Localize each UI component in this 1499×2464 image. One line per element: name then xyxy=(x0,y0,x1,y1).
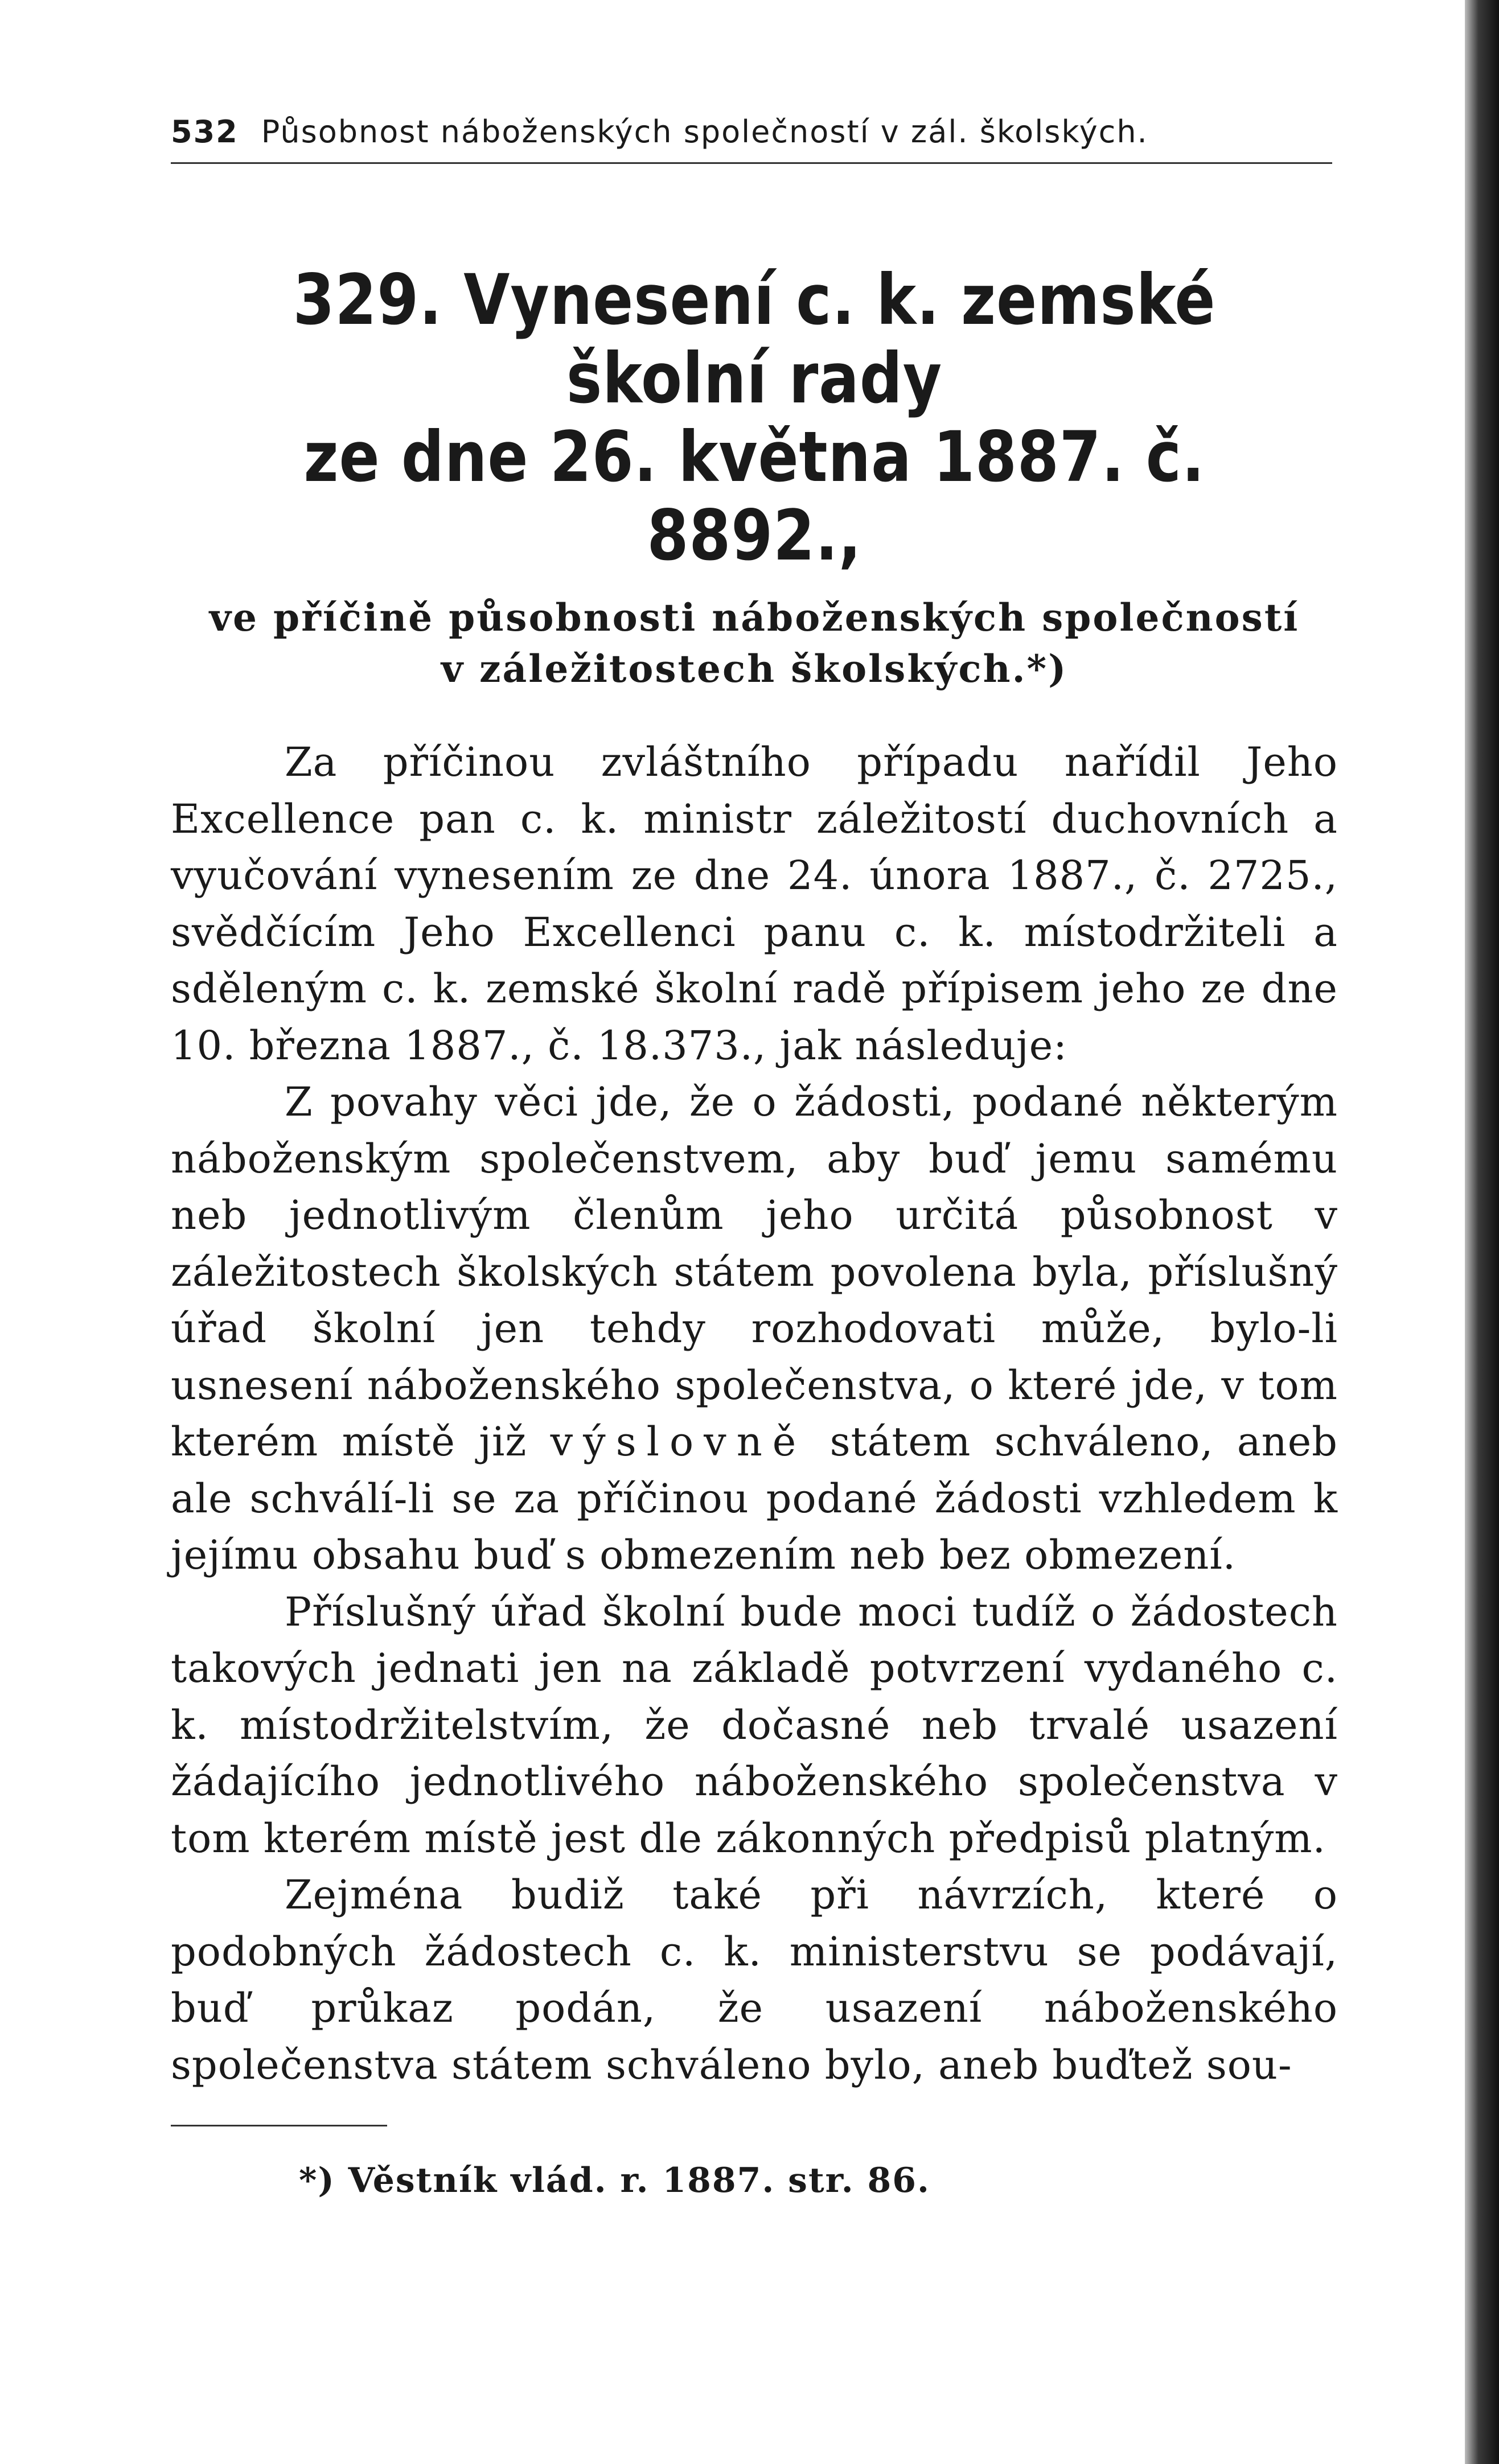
document-subtitle xyxy=(171,592,1338,694)
emphasis-word: výslovně xyxy=(550,1418,807,1465)
paragraph-2-part-a: Z povahy věci jde, že o žádosti, podané některým náboženským společenstvem, aby buď jemu samému neb jednotlivým členům jeho určitá působnost v záležitostech školských státem povolena byla, příslušný úřad školní jen tehdy rozhodovati může, bylo-li usnesení náboženského společenstva, o které jde, v tom kterém místě již xyxy=(171,1079,1338,1465)
paragraph-3: Příslušný úřad školní bude moci tudíž o žádostech takových jednati jen na základě potvrzení vydaného c. k. místodržitelstvím, že dočasné neb trvalé usazení žádajícího jednotlivého náboženského společenstva v tom kterém místě jest dle zákonných předpisů platným. xyxy=(171,1588,1338,1862)
paragraph-2 xyxy=(171,1074,1338,1584)
title-line-1: 329. Vynesení c. k. zemské školní rady xyxy=(293,260,1216,419)
running-title: Působnost náboženských společností v zál. školských. xyxy=(261,114,1148,150)
subtitle-line-1: ve příčině působnosti náboženských společností xyxy=(209,595,1300,640)
page-number: 532 xyxy=(171,114,239,150)
book-page xyxy=(171,114,1338,2200)
document-title xyxy=(253,261,1256,575)
paragraph-1: Za příčinou zvláštního případu nařídil Jeho Excellence pan c. k. ministr záležitostí duchovních a vyučování vynesením ze dne 24. února 1887., č. 2725., svědčícím Jeho Excellenci panu c. k. místodržiteli a sděleným c. k. zemské školní radě přípisem jeho ze dne 10. března 1887., č. 18.373., jak následuje: xyxy=(171,739,1338,1069)
header-rule xyxy=(171,162,1332,164)
footnote: *) Věstník vlád. r. 1887. str. 86. xyxy=(299,2161,930,2200)
body-text xyxy=(171,734,1338,2093)
subtitle-line-2: v záležitostech školských.*) xyxy=(441,647,1068,691)
footnote-rule xyxy=(171,2125,387,2126)
running-head xyxy=(171,114,1338,150)
title-line-2: ze dne 26. května 1887. č. 8892., xyxy=(303,417,1205,576)
paragraph-2-part-b: státem schváleno, aneb ale schválí-li se za příčinou podané žádosti vzhledem k jejímu obsahu buď s obmezením neb bez obmezení. xyxy=(171,1418,1338,1578)
paragraph-4: Zejména budiž také při návrzích, které o podobných žádostech c. k. ministerstvu se podávají, buď průkaz podán, že usazení náboženského společenstva státem schváleno bylo, aneb buďtež sou- xyxy=(171,1871,1338,2088)
scan-edge xyxy=(1465,0,1499,2464)
